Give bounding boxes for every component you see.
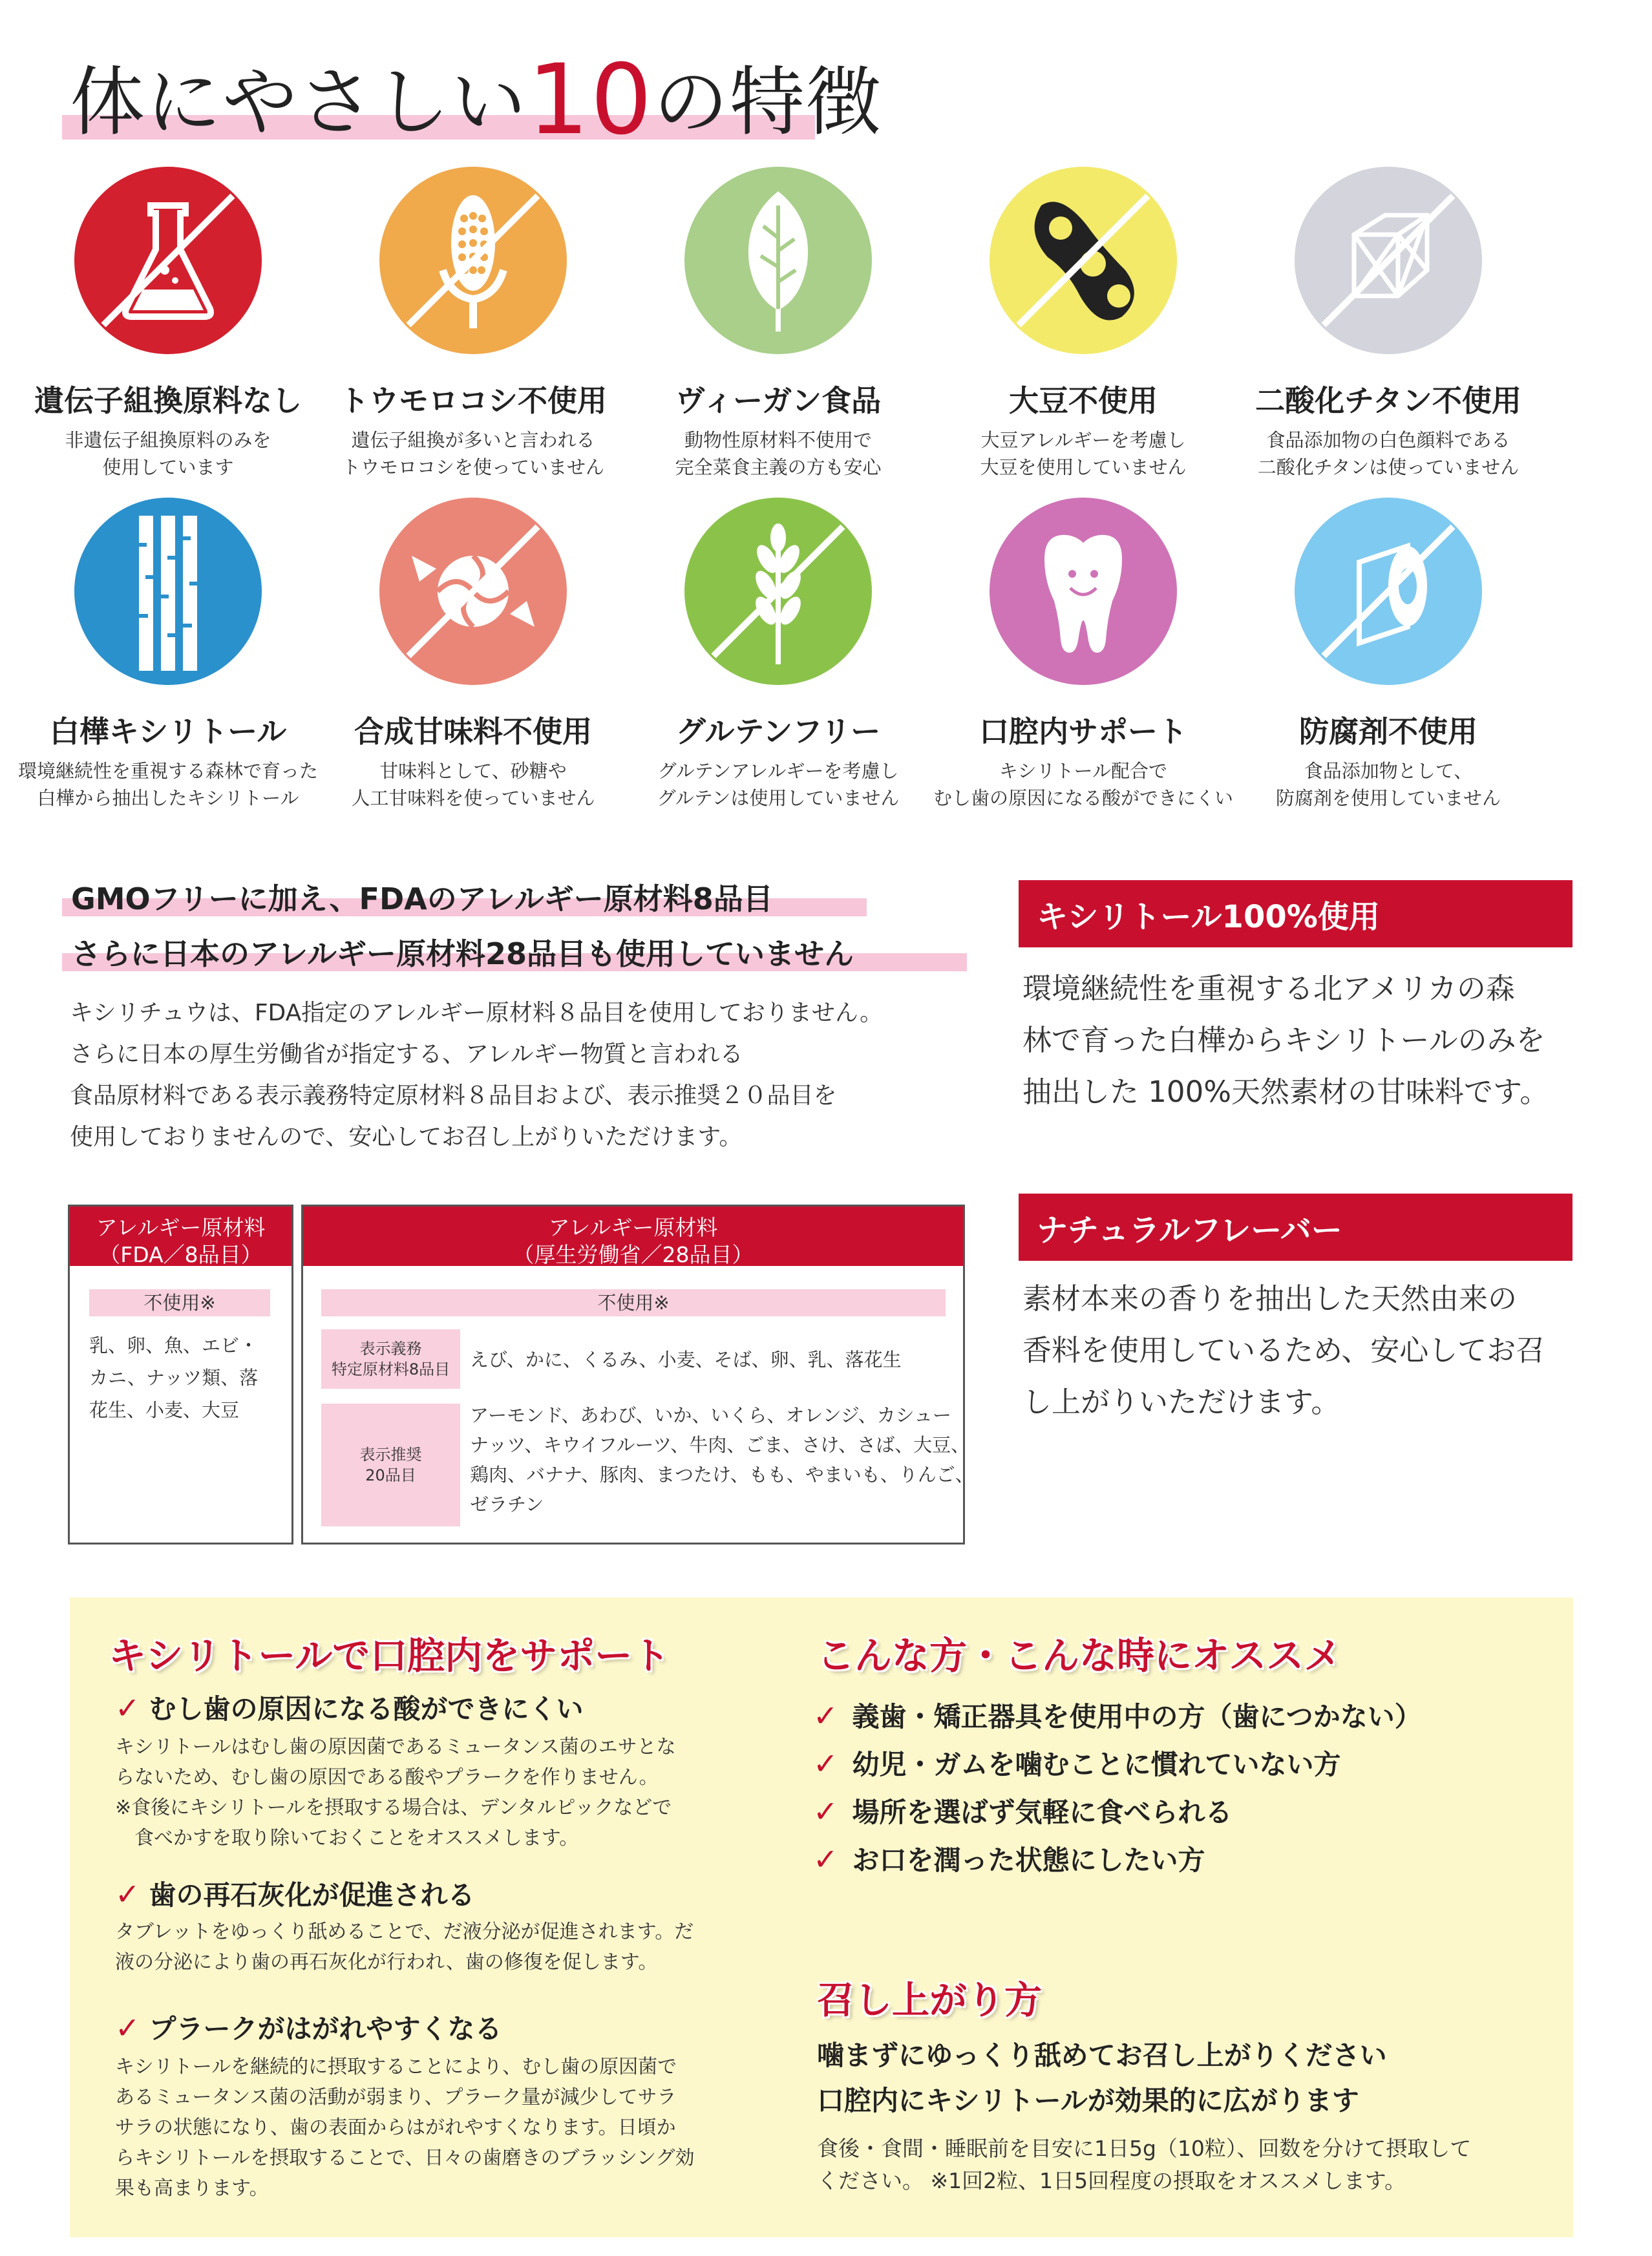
feature-title: 合成甘味料不使用 — [354, 714, 592, 749]
candy-icon — [379, 498, 567, 685]
oral-point-title: ✓ 歯の再石灰化が促進される — [115, 1877, 475, 1912]
wheat-icon — [684, 498, 872, 685]
gmo-body-text: キシリチュウは、FDA指定のアレルギー原材料８品目を使用しておりません。 さらに日本の厚生労働省が指定する、アレルギー物質と言われる 食品原材料である表示義務特定原材料８品目および、表示推奨２０品目を 使用しておりませんので、安心してお召し上がりいただけます。 — [70, 1000, 884, 1150]
fda-allergen-list: 乳、卵、魚、エビ・ カニ、ナッツ類、落 花生、小麦、大豆 — [89, 1334, 259, 1421]
feature-gluten-free — [626, 498, 930, 812]
table-header: アレルギー原材料 （FDA／8品目） — [70, 1207, 291, 1266]
feature-desc: 遺伝子組換が多いと言われる トウモロコシを使っていません — [341, 429, 604, 478]
leaf-icon — [684, 167, 872, 354]
feature-title: 防腐剤不使用 — [1299, 714, 1477, 749]
table-header: アレルギー原材料 （厚生労働省／28品目） — [303, 1207, 963, 1266]
oral-point-text: キシリトールはむし歯の原因菌であるミュータンス菌のエサとな らないため、むし歯の原因である酸やプラークを作りません。 ※食後にキシリトールを摂取する場合は、デンタルピックなどで 食べかすを取り除いておくことをオススメします。 — [115, 1736, 676, 1850]
feature-desc: グルテンアレルギーを考慮し グルテンは使用していません — [657, 760, 900, 809]
check-icon: ✓ — [813, 1698, 838, 1733]
flask-icon — [74, 167, 262, 354]
tooth-icon — [990, 498, 1177, 685]
allergen-table-fda — [68, 1205, 293, 1544]
recommended-label: 表示推奨 20品目 — [321, 1404, 460, 1526]
oral-point-title: ✓ むし歯の原因になる酸ができにくい — [115, 1691, 584, 1725]
feature-vegan — [626, 167, 930, 481]
check-icon: ✓ — [813, 1794, 838, 1829]
howto-line: 噛まずにゆっくり舐めてお召し上がりください — [817, 2040, 1387, 2071]
feature-no-preservatives — [1236, 498, 1540, 812]
howto-heading: 召し上がり方 — [817, 1978, 1043, 2022]
mandatory-items: えび、かに、くるみ、小麦、そば、卵、乳、落花生 — [470, 1349, 902, 1371]
check-icon: ✓ — [115, 1691, 140, 1725]
feature-no-artificial-sweetener — [321, 498, 625, 812]
unused-label: 不使用※ — [89, 1289, 270, 1316]
check-icon: ✓ — [813, 1746, 838, 1781]
allergen-table-japan — [301, 1205, 974, 1544]
feature-title: 大豆不使用 — [1009, 383, 1158, 418]
feature-title: 二酸化チタン不使用 — [1255, 383, 1521, 418]
howto-line: 口腔内にキシリトールが効果的に広がります — [817, 2085, 1359, 2116]
feature-title: トウモロコシ不使用 — [339, 383, 607, 418]
check-icon: ✓ — [115, 1877, 140, 1912]
feature-desc: 食品添加物の白色顔料である 二酸化チタンは使っていません — [1257, 429, 1520, 478]
recommend-item: ✓ 義歯・矯正器具を使用中の方（歯につかない） — [813, 1698, 1422, 1733]
feature-birch-xylitol — [16, 498, 320, 812]
gmo-headline-line1: GMOフリーに加え、FDAのアレルギー原材料8品目 — [71, 881, 773, 916]
feature-title: 白樺キシリトール — [49, 714, 287, 749]
flavor-body: 素材本来の香りを抽出した天然由来の 香料を使用しているため、安心してお召 し上がりいただけます。 — [1022, 1281, 1545, 1419]
recommend-heading: こんな方・こんな時にオススメ — [817, 1634, 1342, 1678]
feature-title: 口腔内サポート — [979, 714, 1187, 749]
mandatory-label: 表示義務 特定原材料8品目 — [321, 1329, 460, 1389]
feature-title: グルテンフリー — [675, 714, 881, 749]
feature-no-titanium — [1236, 167, 1540, 481]
feature-oral-support — [931, 498, 1235, 812]
recommend-item: ✓ お口を潤った状態にしたい方 — [813, 1842, 1205, 1877]
recommend-item: ✓ 場所を選ばず気軽に食べられる — [813, 1794, 1233, 1829]
unused-label: 不使用※ — [321, 1289, 946, 1316]
oral-point-text: キシリトールを継続的に摂取することにより、むし歯の原因菌で あるミュータンス菌の活動が弱まり、プラーク量が減少してサラ サラの状態になり、歯の表面からはがれやすくなります。日頃か らキシリトールを摂取することで、日々の歯磨きのブラッシング効 果も高まります。 — [115, 2056, 695, 2200]
title-number: 10 — [527, 44, 653, 156]
oral-point-text: タブレットをゆっくり舐めることで、だ液分泌が促進されます。だ 液の分泌により歯の再石灰化が行われ、歯の修復を促します。 — [115, 1921, 694, 1974]
crystal-cube-icon — [1295, 167, 1482, 354]
howto-note: 食後・食間・睡眠前を目安に1日5g（10粒）、回数を分けて摂取して ください。 ※1回2粒、1日5回程度の摂取をオススメします。 — [817, 2136, 1472, 2193]
flavor-heading: ナチュラルフレーバー — [1019, 1194, 1573, 1261]
feature-desc: 甘味料として、砂糖や 人工甘味料を使っていません — [351, 760, 595, 809]
feature-title: 遺伝子組換原料なし — [34, 383, 302, 418]
feature-desc: 非遺伝子組換原料のみを 使用しています — [65, 429, 271, 478]
check-icon: ✓ — [813, 1842, 838, 1877]
xylitol-heading: キシリトール100%使用 — [1019, 880, 1573, 947]
recommend-item: ✓ 幼児・ガムを噛むことに慣れていない方 — [813, 1746, 1341, 1781]
feature-gmo-free — [16, 167, 320, 481]
gmo-headline-line2: さらに日本のアレルギー原材料28品目も使用していません — [71, 936, 854, 971]
xylitol-body: 環境継続性を重視する北アメリカの森 林で育った白樺からキシリトールのみを 抽出した 100%天然素材の甘味料です。 — [1022, 971, 1549, 1109]
soybean-icon — [990, 167, 1177, 354]
feature-no-soy — [931, 167, 1235, 481]
oral-point-title: ✓ プラークがはがれやすくなる — [115, 2010, 502, 2045]
check-icon: ✓ — [115, 2010, 140, 2045]
oral-support-heading: キシリトールで口腔内をサポート — [109, 1634, 670, 1678]
title-pre: 体にやさしい — [70, 59, 527, 146]
birch-tree-icon — [74, 498, 262, 685]
feature-desc: 食品添加物として、 防腐剤を使用していません — [1275, 760, 1501, 809]
corn-icon — [379, 167, 567, 354]
feature-title: ヴィーガン食品 — [675, 383, 882, 418]
feature-desc: 環境継続性を重視する森林で育った 白樺から抽出したキシリトール — [17, 760, 318, 809]
feature-desc: 動物性原材料不使用で 完全菜食主義の方も安心 — [675, 429, 882, 478]
title-post: の特徴 — [653, 59, 882, 146]
canister-icon — [1295, 498, 1482, 685]
feature-desc: キシリトール配合で むし歯の原因になる酸ができにくい — [933, 760, 1233, 809]
page-title — [70, 44, 882, 156]
feature-no-corn — [321, 167, 625, 481]
feature-desc: 大豆アレルギーを考慮し 大豆を使用していません — [980, 429, 1187, 478]
recommended-items: アーモンド、あわび、いか、いくら、オレンジ、カシュー ナッツ、キウイフルーツ、牛肉、ごま、さけ、さば、大豆、 鶏肉、バナナ、豚肉、まつたけ、もも、やまいも、りんご、 ゼラチン — [470, 1404, 974, 1515]
